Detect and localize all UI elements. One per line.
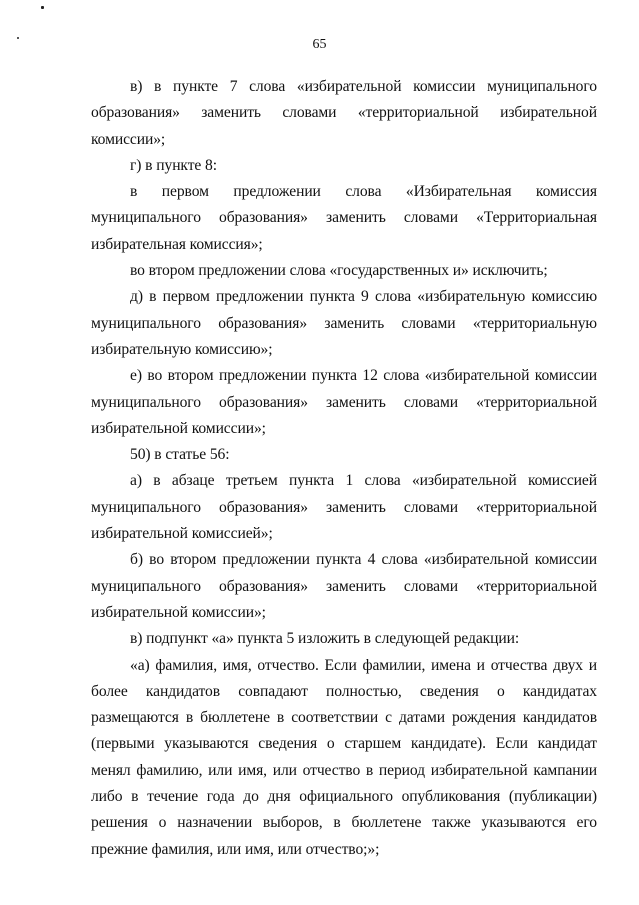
paragraph-item-d-point-9: д) в первом предложении пункта 9 слова «избирательную комиссию муниципального образования» заменить словами «территориальную избирательную комиссию»; bbox=[91, 288, 597, 358]
paragraph-item-b-point-4: б) во втором предложении пункта 4 слова «избирательной комиссии муниципального образования» заменить словами «территориальной избирательной комиссии»; bbox=[91, 551, 597, 621]
page-number: 65 bbox=[312, 37, 327, 52]
paragraph-quoted-subpoint-a: «а) фамилия, имя, отчество. Если фамилии, имена и отчества двух и более кандидатов совпадают полностью, сведения о кандидатах размещаются в бюллетене в соответствии с датами рождения кандидатов (первыми указываются сведения о старшем кандидате). Если кандидат менял фамилию, или имя, или отчество в период избирательной кампании либо в течение года до дня официального опубликования (публикации) решения о назначении выборов, в бюллетене также указываются его прежние фамилия, или имя, или отчество;»; bbox=[91, 656, 597, 858]
document-body bbox=[91, 74, 597, 863]
paragraph-item-e-point-12: е) во втором предложении пункта 12 слова «избирательной комиссии муниципального образования» заменить словами «территориальной избирательной комиссии»; bbox=[91, 367, 597, 437]
paragraph-item-g-point-8: г) в пункте 8: bbox=[130, 156, 217, 174]
paragraph-item-a-point-1: а) в абзаце третьем пункта 1 слова «избирательной комиссией муниципального образования» заменить словами «территориальной избирательной комиссией»; bbox=[91, 472, 597, 543]
paragraph-first-sentence: в первом предложении слова «Избирательная комиссия муниципального образования» заменить словами «Территориальная избирательная комиссия»; bbox=[91, 183, 597, 253]
scan-speck-1 bbox=[41, 6, 44, 9]
paragraph-item-v-point-7: в) в пункте 7 слова «избирательной комиссии муниципального образования» заменить словами «территориальной избирательной комиссии»; bbox=[91, 78, 597, 148]
paragraph-second-sentence: во втором предложении слова «государственных и» исключить; bbox=[130, 262, 548, 280]
paragraph-item-50-article-56: 50) в статье 56: bbox=[130, 446, 230, 464]
paragraph-item-v-point-5: в) подпункт «а» пункта 5 изложить в следующей редакции: bbox=[130, 630, 520, 648]
